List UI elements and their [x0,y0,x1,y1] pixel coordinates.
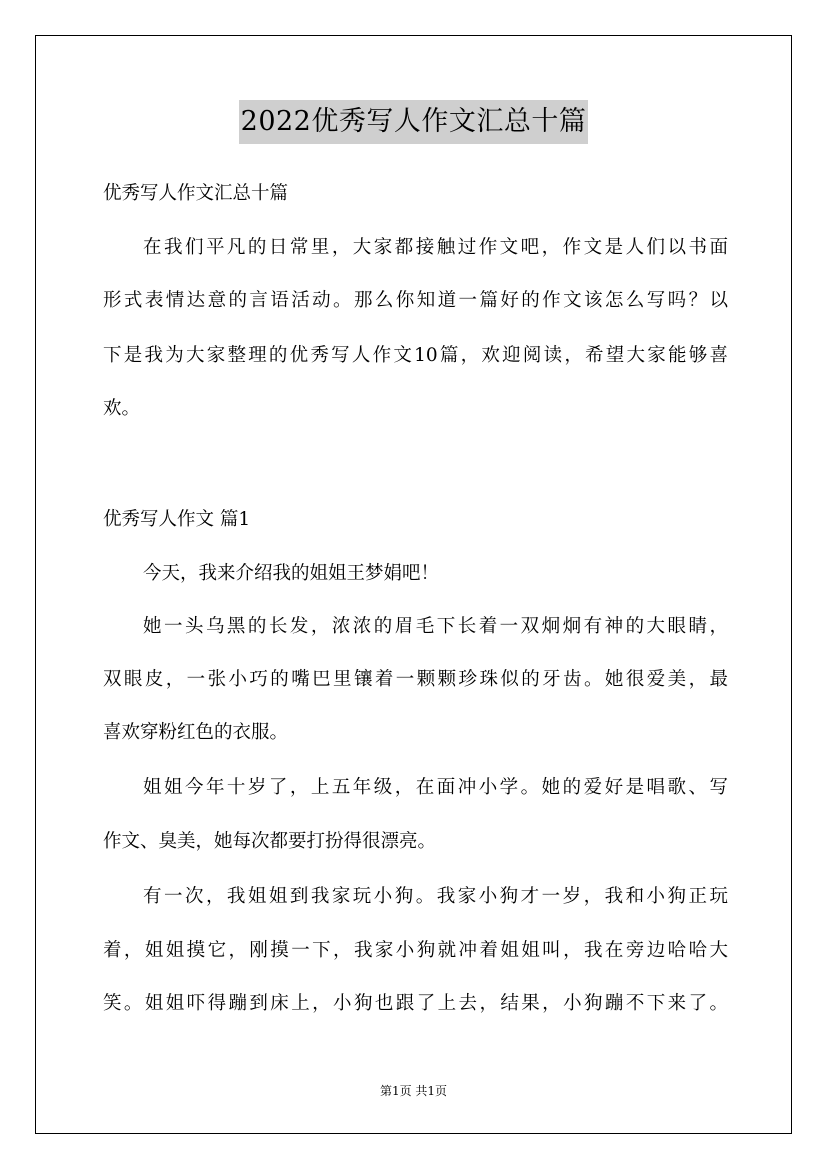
paragraph-3-line-1: 姐姐今年十岁了，上五年级，在面冲小学。她的爱好是唱歌、写 [143,777,728,798]
intro-line-2: 形式表情达意的言语活动。那么你知道一篇好的作文该怎么写吗？以 [103,290,728,311]
paragraph-1-line-1: 今天，我来介绍我的姐姐王梦娟吧！ [143,563,440,584]
intro-line-3: 下是我为大家整理的优秀写人作文10篇，欢迎阅读，希望大家能够喜 [103,345,728,366]
paragraph-2-line-2: 双眼皮，一张小巧的嘴巴里镶着一颗颗珍珠似的牙齿。她很爱美，最 [103,669,728,690]
document-subtitle: 优秀写人作文汇总十篇 [103,183,289,204]
paragraph-4-line-1: 有一次，我姐姐到我家玩小狗。我家小狗才一岁，我和小狗正玩 [143,886,728,907]
paragraph-4-line-3: 笑。姐姐吓得蹦到床上，小狗也跟了上去，结果，小狗蹦不下来了。 [103,993,728,1014]
section-heading: 优秀写人作文 篇1 [103,509,251,530]
paragraph-2-line-1: 她一头乌黑的长发，浓浓的眉毛下长着一双炯炯有神的大眼睛， [143,616,728,637]
paragraph-4-line-2: 着，姐姐摸它，刚摸一下，我家小狗就冲着姐姐叫，我在旁边哈哈大 [103,940,728,961]
paragraph-2-line-3: 喜欢穿粉红色的衣服。 [103,722,289,743]
title-container [0,100,827,144]
page-footer: 第1页 共1页 [379,1084,448,1098]
document-title: 2022优秀写人作文汇总十篇 [239,100,589,144]
intro-line-4: 欢。 [103,398,141,419]
intro-line-1: 在我们平凡的日常里，大家都接触过作文吧，作文是人们以书面 [143,237,728,258]
paragraph-3-line-2: 作文、臭美，她每次都要打扮得很漂亮。 [103,831,437,852]
